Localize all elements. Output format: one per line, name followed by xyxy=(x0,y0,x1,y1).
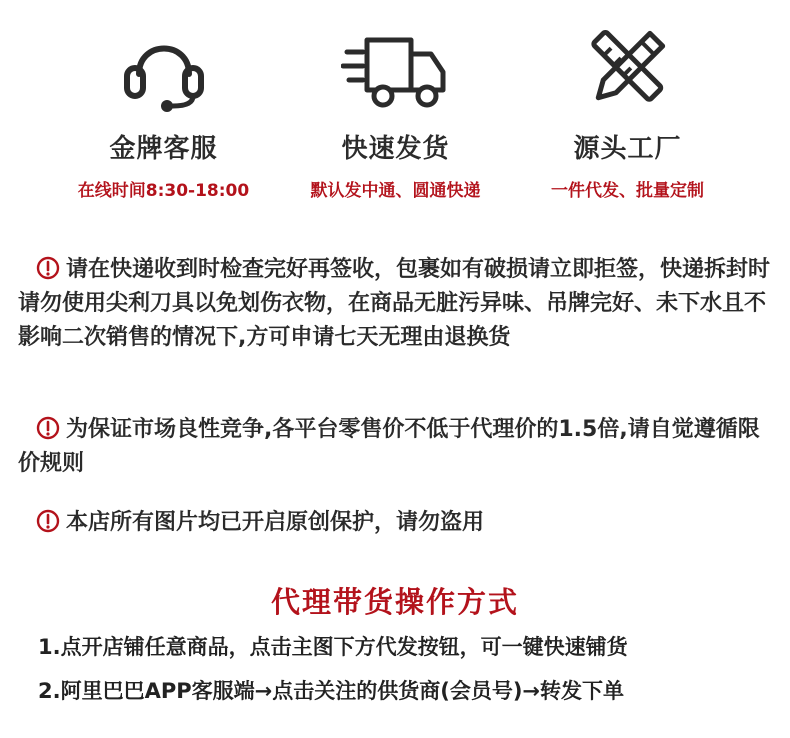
features-row xyxy=(0,0,790,215)
alert-circle-icon xyxy=(36,416,60,440)
feature-subtitle: 默认发中通、圆通快递 xyxy=(310,181,481,201)
feature-fast-delivery xyxy=(264,0,527,215)
feature-title: 金牌客服 xyxy=(109,134,218,164)
feature-subtitle: 在线时间8:30-18:00 xyxy=(77,181,250,201)
feature-title: 快速发货 xyxy=(341,134,450,164)
tools-icon xyxy=(573,18,683,118)
notice-copyright xyxy=(18,506,778,540)
feature-source-factory xyxy=(496,0,759,215)
agency-step: 2.阿里巴巴APP客服端→点击关注的供货商(会员号)→转发下单 xyxy=(38,679,625,703)
alert-circle-icon xyxy=(36,256,60,280)
feature-title: 源头工厂 xyxy=(573,134,682,164)
agency-title: 代理带货操作方式 xyxy=(270,585,519,619)
notice-text: 请在快递收到时检查完好再签收，包裹如有破损请立即拒签，快递拆封时请勿使用尖利刀具以免划伤衣物，在商品无脏污异味、吊牌完好、未下水且不影响二次销售的情况下,方可申请七天无理由退换货 xyxy=(18,257,771,350)
notice-price-rule xyxy=(18,413,778,481)
feature-subtitle: 一件代发、批量定制 xyxy=(551,181,704,201)
notice-inspection xyxy=(18,253,778,355)
alert-circle-icon xyxy=(36,509,60,533)
notice-text: 为保证市场良性竞争,各平台零售价不低于代理价的1.5倍,请自觉遵循限价规则 xyxy=(18,417,760,476)
delivery-truck-icon xyxy=(341,18,451,118)
feature-customer-service xyxy=(32,0,295,215)
agency-step: 1.点开店铺任意商品，点击主图下方代发按钮，可一键快速铺货 xyxy=(38,635,628,659)
notice-text: 本店所有图片均已开启原创保护，请勿盗用 xyxy=(66,510,485,535)
headset-icon xyxy=(109,18,219,118)
